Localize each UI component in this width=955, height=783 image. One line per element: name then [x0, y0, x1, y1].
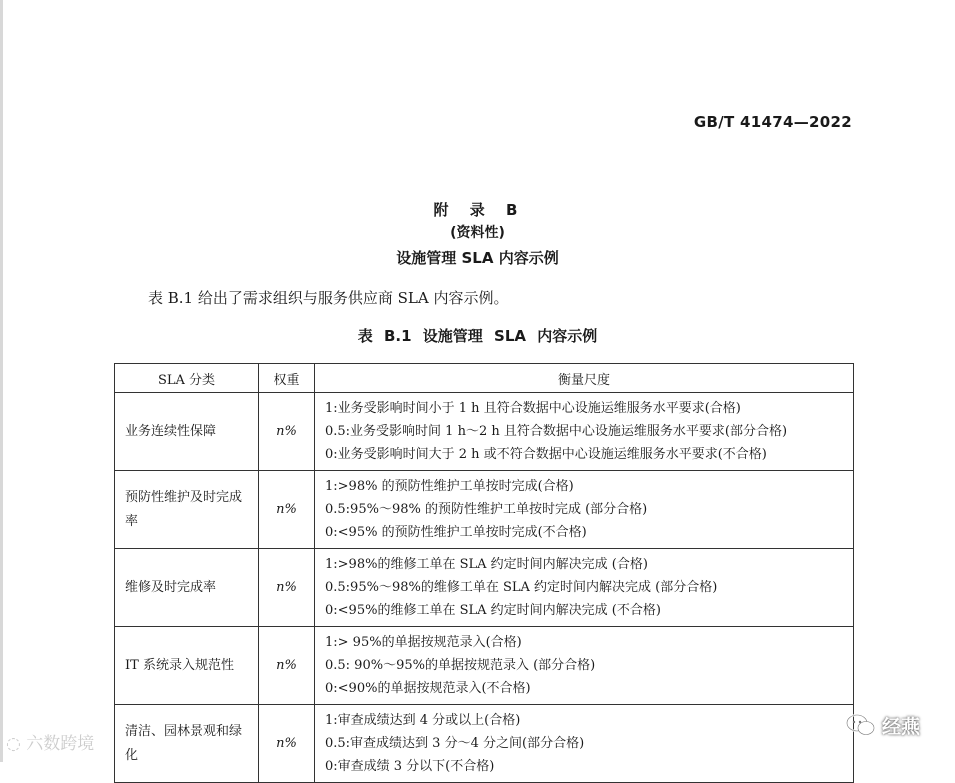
criteria-line: 0.5:审查成绩达到 3 分～4 分之间(部分合格): [325, 736, 585, 751]
page-edge: [0, 0, 3, 762]
chat-icon: ◌: [6, 734, 27, 754]
criteria-line: 0:<95% 的预防性维护工单按时完成(不合格): [325, 525, 587, 540]
row-weight: n%: [259, 549, 315, 627]
criteria-line: 0.5:95%～98%的维修工单在 SLA 约定时间内解决完成 (部分合格): [325, 580, 718, 595]
sla-table: [114, 363, 854, 783]
standard-code: GB/T 41474—2022: [693, 113, 852, 131]
row-category: 预防性维护及时完成率: [115, 471, 259, 549]
criteria-line: 0.5: 90%～95%的单据按规范录入 (部分合格): [325, 658, 596, 673]
table-row: [115, 627, 854, 705]
row-category: 维修及时完成率: [115, 549, 259, 627]
row-weight: n%: [259, 627, 315, 705]
appendix-nature: (资料性): [450, 225, 505, 241]
row-weight: n%: [259, 393, 315, 471]
appendix-title: 附 录 B: [433, 201, 522, 219]
criteria-line: 0:业务受影响时间大于 2 h 或不符合数据中心设施运维服务水平要求(不合格): [325, 447, 767, 462]
row-criteria: [315, 471, 854, 549]
watermark-left: [6, 729, 94, 754]
criteria-line: 1:审查成绩达到 4 分或以上(合格): [325, 713, 521, 728]
row-category: 清洁、园林景观和绿化: [115, 705, 259, 783]
appendix-subject: 设施管理 SLA 内容示例: [396, 249, 559, 267]
table-row: [115, 705, 854, 783]
row-criteria: [315, 549, 854, 627]
criteria-line: 1:>98% 的预防性维护工单按时完成(合格): [325, 479, 574, 494]
criteria-line: 0:<90%的单据按规范录入(不合格): [325, 681, 531, 696]
header-weight: 权重: [259, 364, 315, 393]
criteria-line: 0:审查成绩 3 分以下(不合格): [325, 759, 495, 774]
row-criteria: [315, 705, 854, 783]
criteria-line: 0.5:95%～98% 的预防性维护工单按时完成 (部分合格): [325, 502, 648, 517]
criteria-line: 0.5:业务受影响时间 1 h～2 h 且符合数据中心设施运维服务水平要求(部分合格): [325, 424, 788, 439]
row-criteria: [315, 627, 854, 705]
row-weight: n%: [259, 471, 315, 549]
intro-paragraph: 表 B.1 给出了需求组织与服务供应商 SLA 内容示例。: [148, 289, 509, 307]
criteria-line: 1:业务受影响时间小于 1 h 且符合数据中心设施运维服务水平要求(合格): [325, 401, 741, 416]
row-weight: n%: [259, 705, 315, 783]
table-row: [115, 393, 854, 471]
header-criteria: 衡量尺度: [315, 364, 854, 393]
watermark-right: [846, 709, 920, 741]
table-header-row: [115, 364, 854, 393]
row-category: IT 系统录入规范性: [115, 627, 259, 705]
table-caption: 表 B.1 设施管理 SLA 内容示例: [357, 327, 598, 345]
table-row: [115, 471, 854, 549]
criteria-line: 0:<95%的维修工单在 SLA 约定时间内解决完成 (不合格): [325, 603, 661, 618]
table-row: [115, 549, 854, 627]
criteria-line: 1:>98%的维修工单在 SLA 约定时间内解决完成 (合格): [325, 557, 648, 572]
watermark-right-text: 经燕: [882, 715, 921, 738]
header-sla-category: SLA 分类: [115, 364, 259, 393]
row-category: 业务连续性保障: [115, 393, 259, 471]
wechat-icon: [846, 713, 876, 737]
row-criteria: [315, 393, 854, 471]
criteria-line: 1:> 95%的单据按规范录入(合格): [325, 635, 522, 650]
watermark-left-text: 六数跨境: [26, 734, 95, 754]
